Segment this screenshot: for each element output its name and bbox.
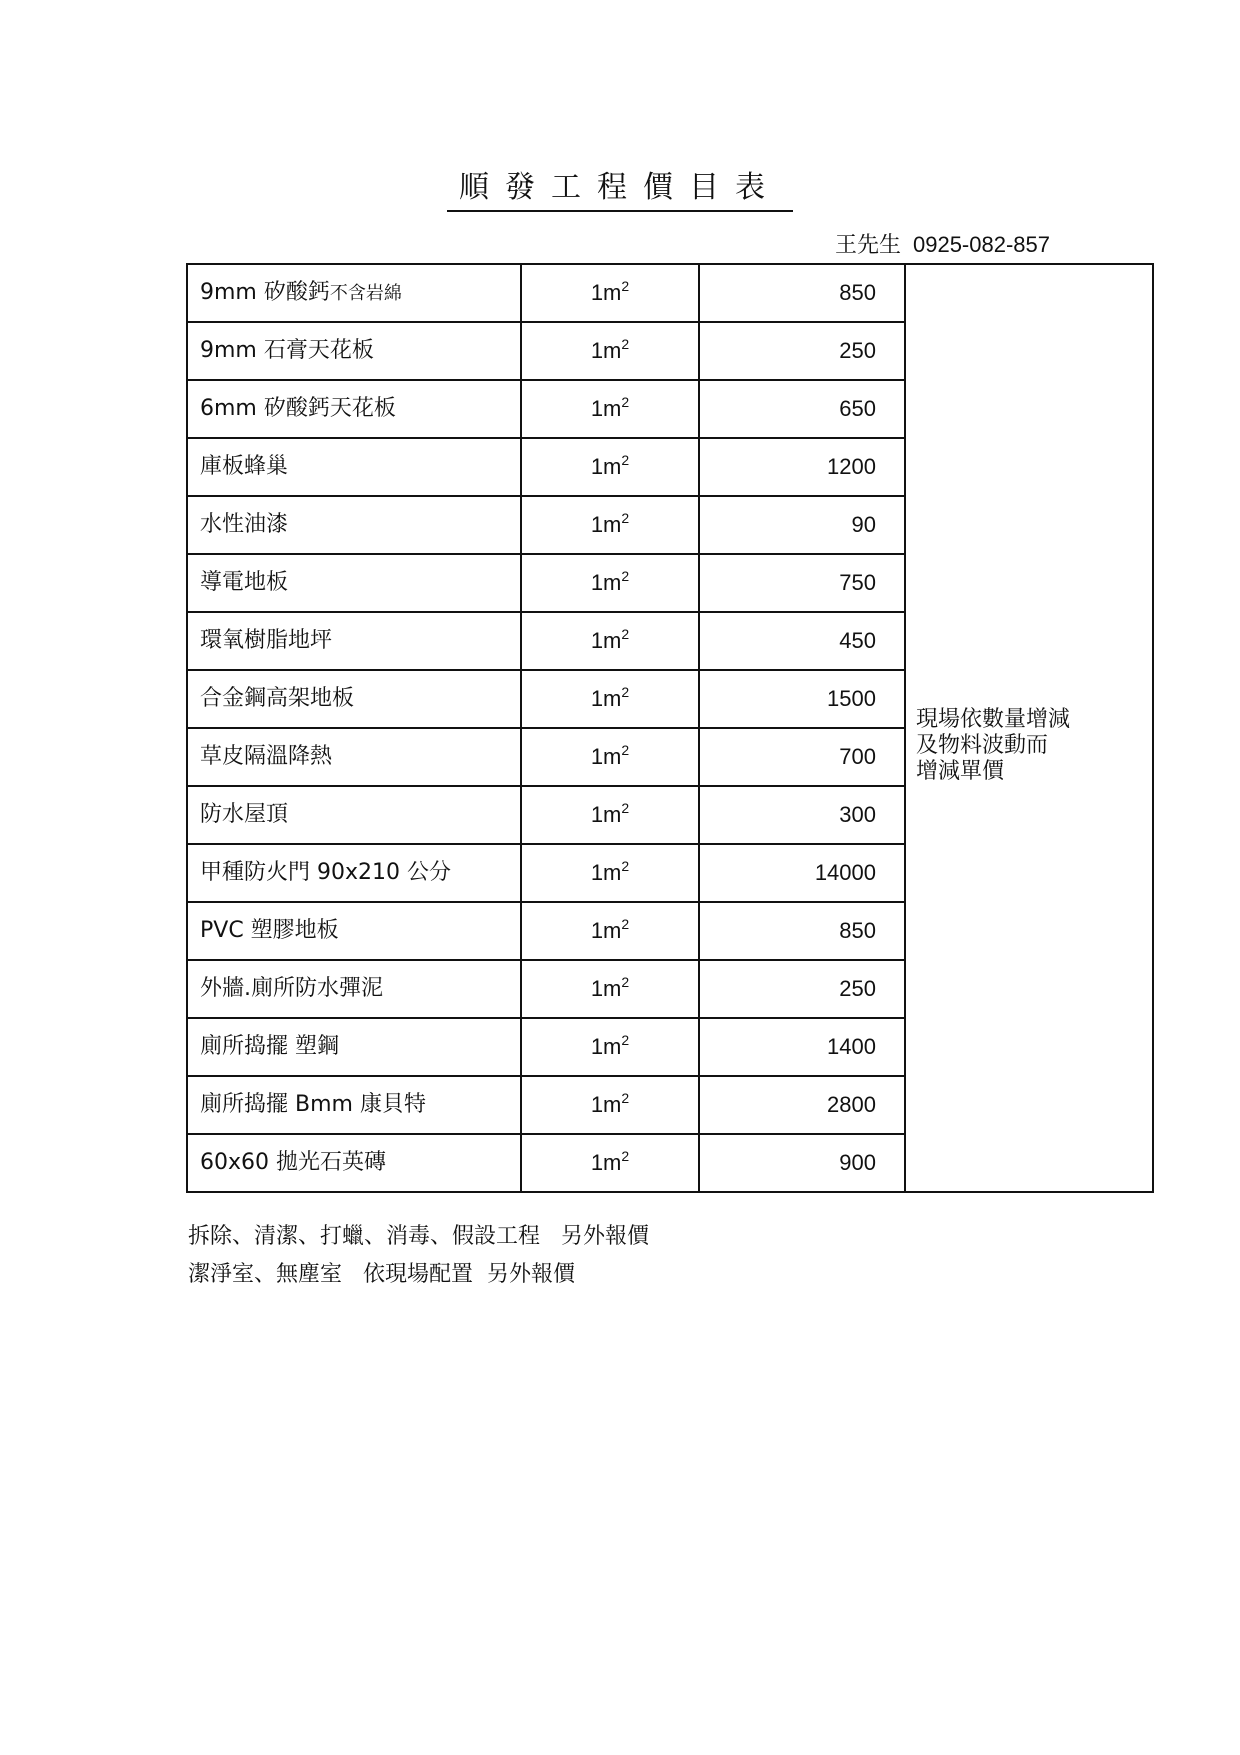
item-name-cell [187,728,521,786]
price-cell: 900 [699,1134,905,1192]
unit-base: 1m [590,976,622,1001]
unit-exponent: 2 [621,394,630,410]
unit-cell [521,496,699,554]
unit-base: 1m [590,628,622,653]
item-name: PVC 塑膠地板 [200,918,339,943]
price-cell: 450 [699,612,905,670]
item-name-cell [187,1134,521,1192]
item-name: 合金鋼高架地板 [200,686,355,711]
item-name: 庫板蜂巢 [200,454,289,479]
unit-cell [521,844,699,902]
unit-cell [521,612,699,670]
unit-cell [521,786,699,844]
unit-base: 1m [590,918,622,943]
item-name-cell [187,844,521,902]
unit-cell [521,960,699,1018]
unit-cell [521,1018,699,1076]
unit-base: 1m [590,280,622,305]
item-name: 9mm 石膏天花板 [200,338,374,363]
item-name-cell [187,264,521,322]
document-title [0,168,1240,212]
unit-exponent: 2 [621,626,630,642]
item-name-cell [187,612,521,670]
item-name-cell [187,496,521,554]
item-name-cell [187,438,521,496]
pricing-note [916,707,1152,785]
price-cell: 250 [699,322,905,380]
price-cell: 750 [699,554,905,612]
item-name-cell [187,1018,521,1076]
table-row [187,264,1153,322]
unit-exponent: 2 [621,510,630,526]
price-cell: 1400 [699,1018,905,1076]
unit-base: 1m [590,338,622,363]
price-cell: 90 [699,496,905,554]
unit-exponent: 2 [621,974,630,990]
item-name-cell [187,960,521,1018]
item-name-cell [187,786,521,844]
unit-exponent: 2 [621,568,630,584]
unit-cell [521,554,699,612]
item-name: 60x60 拋光石英磚 [200,1150,387,1175]
item-name-note: 不含岩綿 [329,282,402,304]
item-name: 導電地板 [200,570,289,595]
unit-cell [521,670,699,728]
unit-base: 1m [590,512,622,537]
unit-cell [521,322,699,380]
unit-exponent: 2 [621,858,630,874]
unit-cell [521,728,699,786]
unit-base: 1m [590,686,622,711]
item-name: 草皮隔溫降熱 [200,744,333,769]
item-name: 防水屋頂 [200,802,289,827]
footer-line-1: 拆除、清潔、打蠟、消毒、假設工程 另外報價 [188,1224,649,1249]
item-name-cell [187,380,521,438]
unit-base: 1m [590,860,622,885]
unit-exponent: 2 [621,916,630,932]
unit-base: 1m [590,396,622,421]
pricing-note-line: 現場依數量增減 [916,707,1071,732]
item-name: 6mm 矽酸鈣天花板 [200,396,396,421]
price-cell: 2800 [699,1076,905,1134]
unit-cell [521,438,699,496]
item-name-cell [187,554,521,612]
unit-base: 1m [590,802,622,827]
document-title-text: 順發工程價目表 [447,168,793,212]
unit-cell [521,902,699,960]
unit-exponent: 2 [621,1032,630,1048]
item-name: 甲種防火門 90x210 公分 [200,860,451,885]
price-cell: 850 [699,264,905,322]
contact-name: 王先生 [834,233,901,258]
item-name-cell [187,1076,521,1134]
unit-base: 1m [590,1150,622,1175]
unit-exponent: 2 [621,800,630,816]
unit-base: 1m [590,1034,622,1059]
unit-base: 1m [590,570,622,595]
unit-exponent: 2 [621,1148,630,1164]
contact-phone: 0925-082-857 [912,232,1050,257]
pricing-note-line: 及物料波動而 [916,733,1049,758]
unit-base: 1m [590,744,622,769]
pricing-note-cell [905,264,1153,1192]
price-table [186,263,1154,1193]
unit-base: 1m [590,1092,622,1117]
unit-exponent: 2 [621,1090,630,1106]
unit-exponent: 2 [621,336,630,352]
unit-cell [521,264,699,322]
item-name: 廁所捣擺 塑鋼 [200,1034,339,1059]
unit-cell [521,380,699,438]
price-cell: 1500 [699,670,905,728]
price-cell: 850 [699,902,905,960]
unit-exponent: 2 [621,278,630,294]
price-cell: 300 [699,786,905,844]
item-name-cell [187,902,521,960]
item-name: 9mm 矽酸鈣 [200,279,330,305]
pricing-note-line: 增減單價 [916,759,1005,784]
footer-line-2: 潔淨室、無塵室 依現場配置 另外報價 [188,1262,575,1287]
price-cell: 14000 [699,844,905,902]
item-name: 廁所捣擺 Bmm 康貝特 [200,1092,426,1117]
unit-exponent: 2 [621,452,630,468]
price-table-body [187,264,1153,1192]
unit-exponent: 2 [621,742,630,758]
item-name: 環氧樹脂地坪 [200,628,333,653]
price-cell: 1200 [699,438,905,496]
contact-line [835,230,1050,261]
price-cell: 250 [699,960,905,1018]
unit-exponent: 2 [621,684,630,700]
item-name-cell [187,322,521,380]
unit-cell [521,1076,699,1134]
unit-base: 1m [590,454,622,479]
item-name: 水性油漆 [200,512,289,537]
price-cell: 700 [699,728,905,786]
footer-notes [188,1218,649,1294]
price-cell: 650 [699,380,905,438]
unit-cell [521,1134,699,1192]
item-name: 外牆.廁所防水彈泥 [200,976,383,1001]
item-name-cell [187,670,521,728]
